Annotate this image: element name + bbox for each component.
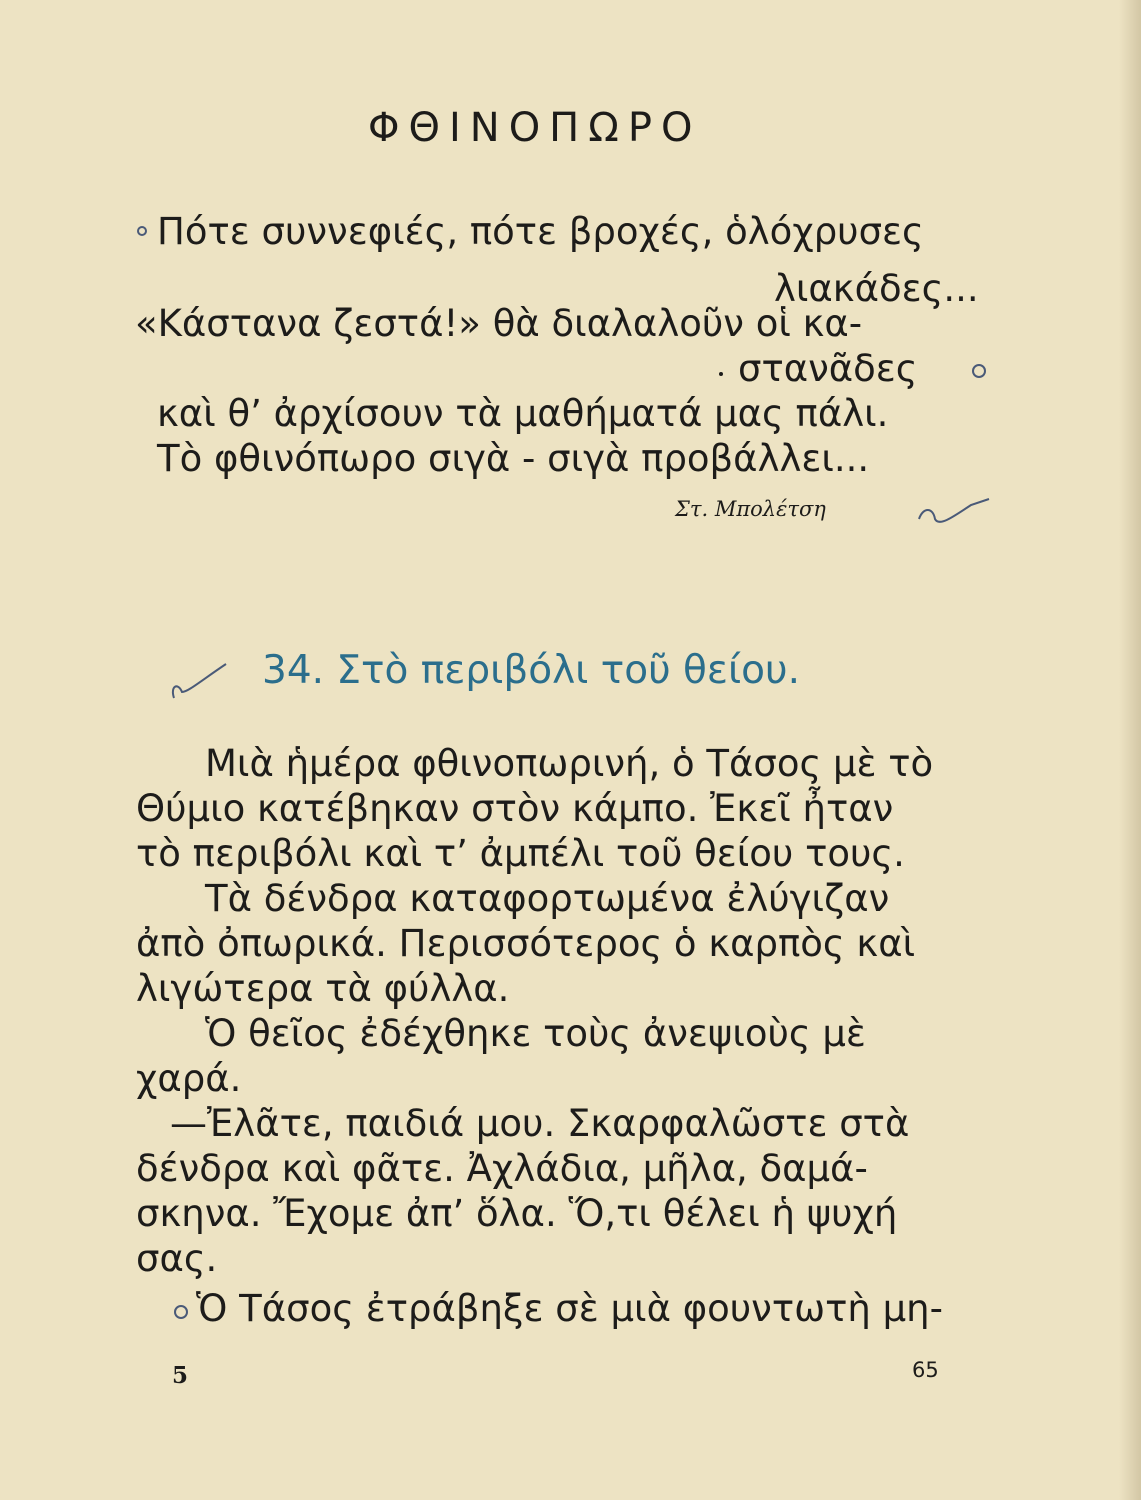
- body-line-13: Ὁ Τάσος ἐτράβηξε σὲ μιὰ φουντωτὴ μη-: [196, 1287, 943, 1330]
- body-line-11: σκηνα. Ἔχομε ἀπ’ ὅλα. Ὅ,τι θέλει ἡ ψυχή: [136, 1192, 898, 1235]
- poem-line-1: Πότε συννεφιές, πότε βροχές, ὁλόχρυσες: [157, 210, 924, 253]
- dot-mark-icon: [717, 370, 727, 380]
- page-edge-shadow: [1119, 0, 1141, 1500]
- body-line-7: Ὁ θεῖος ἐδέχθηκε τοὺς ἀνεψιοὺς μὲ: [205, 1012, 866, 1055]
- poem-line-3: «Κάστανα ζεστά!» θὰ διαλαλοῦν οἱ κα-: [135, 302, 863, 345]
- pencil-check-mark-icon: [915, 497, 995, 531]
- pencil-circle-mark-icon: [135, 224, 151, 240]
- body-line-9: —Ἐλᾶτε, παιδιά μου. Σκαρφαλῶστε στὰ: [170, 1102, 910, 1145]
- body-line-1: Μιὰ ἡμέρα φθινοπωρινή, ὁ Τάσος μὲ τὸ: [205, 742, 934, 785]
- poem-title: ΦΘΙΝΟΠΩΡΟ: [368, 105, 702, 151]
- body-line-10: δένδρα καὶ φᾶτε. Ἀχλάδια, μῆλα, δαμά-: [136, 1147, 868, 1190]
- page-number: 65: [912, 1358, 939, 1382]
- chapter-title: 34. Στὸ περιβόλι τοῦ θείου.: [262, 648, 801, 693]
- body-line-6: λιγώτερα τὰ φύλλα.: [136, 967, 510, 1010]
- body-line-12: σας.: [136, 1237, 218, 1280]
- pencil-circle-mark-icon: [970, 362, 990, 382]
- body-line-3: τὸ περιβόλι καὶ τ’ ἀμπέλι τοῦ θείου τους.: [136, 832, 905, 875]
- poem-line-2: λιακάδες...: [774, 267, 979, 310]
- body-line-4: Τὰ δένδρα καταφορτωμένα ἐλύγιζαν: [205, 877, 890, 920]
- signature-mark: 5: [172, 1362, 189, 1389]
- poem-author: Στ. Μπολέτση: [675, 497, 826, 521]
- poem-line-4: στανᾶδες: [738, 347, 918, 390]
- poem-line-5: καὶ θ’ ἀρχίσουν τὰ μαθήματά μας πάλι.: [157, 392, 889, 435]
- body-line-5: ἀπὸ ὀπωρικά. Περισσότερος ὁ καρπὸς καὶ: [136, 922, 916, 965]
- body-line-8: χαρά.: [136, 1057, 242, 1100]
- body-line-2: Θύμιο κατέβηκαν στὸν κάμπο. Ἐκεῖ ἦταν: [136, 787, 894, 830]
- pencil-circle-mark-icon: [172, 1303, 192, 1323]
- poem-line-6: Τὸ φθινόπωρο σιγὰ - σιγὰ προβάλλει...: [157, 437, 870, 480]
- pencil-check-mark-icon: [168, 662, 248, 702]
